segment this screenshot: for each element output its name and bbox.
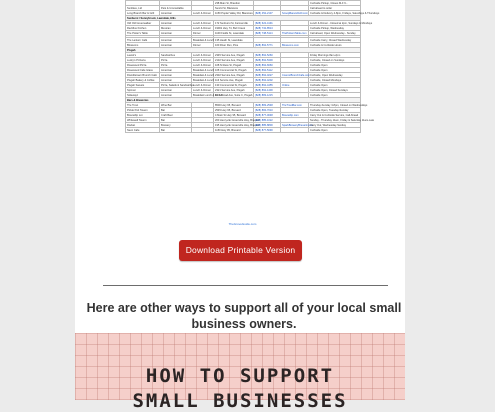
table-cell: American xyxy=(160,78,192,83)
table-cell: Pisgah Bakery & Coffee xyxy=(126,78,160,83)
table-cell: Sandwiches xyxy=(160,53,192,58)
table-cell: 108 N Race St, Pisgah xyxy=(214,63,254,68)
table-cell[interactable]: (828) 738-5114 xyxy=(254,31,281,36)
table-cell: Dinner xyxy=(192,43,214,48)
table-cell: Pizza xyxy=(160,58,192,63)
table-cell: Lunch & Dinner xyxy=(192,88,214,93)
table-cell: Curbside, Closed on Sundays xyxy=(309,58,361,63)
table-cell[interactable]: (828) 452-2137 xyxy=(254,11,281,16)
table-cell: Wine Bar xyxy=(160,103,192,108)
table-cell: American xyxy=(160,43,192,48)
table-cell: 2321 Service Ave, Pisgah xyxy=(214,88,254,93)
table-cell[interactable]: ScoopBarandGrill.com xyxy=(282,11,308,15)
table-cell: Bar xyxy=(160,118,192,123)
table-cell[interactable]: (828) 884-7010 xyxy=(254,108,281,113)
directory-table xyxy=(125,0,380,133)
table-cell: Breakfast & Lunch xyxy=(193,78,215,82)
table-cell: Thursday-Sunday 3-8pm, Closed on Wednesdays xyxy=(310,103,368,107)
table-cell: Brewery xyxy=(160,123,192,128)
table-cell: Spinner xyxy=(126,88,160,93)
table-cell: 195 Henryvile Greenville Hwy, Brevard xyxy=(215,123,260,127)
table-cell: Friday Mornings 8am-2pm xyxy=(309,53,361,58)
table-cell: Whitewell Tavern xyxy=(126,118,160,123)
table-cell[interactable]: (828) 862-4455 xyxy=(254,83,281,88)
table-cell: 238 Main St, Brandon xyxy=(214,1,254,6)
table-cell[interactable]: (828) 862-4202 xyxy=(254,78,281,83)
table-cell: 8500 Hwy 95, Brevard xyxy=(214,103,254,108)
section-heading: Sunburst / Sunnybrook, Lawndale, Ellis xyxy=(126,16,361,21)
table-cell[interactable]: CosmicBrunchCafe.com xyxy=(282,73,310,77)
table-cell: American xyxy=(160,93,192,98)
table-cell: Rocket xyxy=(126,123,160,128)
table-cell: American xyxy=(160,68,192,73)
table-cell: Old Old Greenwalker xyxy=(126,21,160,26)
table-cell: Mexican xyxy=(160,26,192,31)
section-heading: Bars & Breweries xyxy=(126,98,361,103)
section-heading: Pisgah xyxy=(126,48,361,53)
table-cell[interactable]: (828) 862-1400 xyxy=(254,88,281,93)
table-cell: Curbside Open xyxy=(309,68,361,73)
table-cell: 160 River Run, Pine xyxy=(214,43,254,48)
table-cell[interactable]: (828) 732-8513 xyxy=(254,26,281,31)
table-cell: Lunch & Dinner - Closed at 2pm, Sundays & Mondays xyxy=(310,21,373,25)
table-cell: Craft Beer xyxy=(160,113,192,118)
table-cell: Dinner xyxy=(192,31,214,36)
table-cell: Curbside Open xyxy=(309,128,361,133)
table-cell: Brevardip Lot xyxy=(126,113,160,118)
table-cell: Sunrid St, Blanstore xyxy=(214,6,254,11)
table-cell: Sunday - Thursday 11am, Friday & Saturday 11am-Late xyxy=(310,118,375,122)
table-cell: 116 Service Ave, Pisgah xyxy=(214,78,254,83)
table-cell: Bar xyxy=(160,108,192,113)
table-cell[interactable]: (828) 862-5300 xyxy=(254,58,281,63)
table-cell[interactable]: (828) 883-1215 xyxy=(254,93,281,98)
table-row xyxy=(126,128,361,133)
table-cell: 200 Henryvile Greenville Hwy, Brevard xyxy=(215,118,260,122)
table-cell xyxy=(281,128,309,133)
table-cell: Carry Out, Wednesday-Sunday xyxy=(309,123,361,128)
table-cell[interactable]: Blossoms.com xyxy=(281,43,309,48)
table-cell: Curbside Carry, Closed Wednesday xyxy=(309,38,361,43)
section-divider xyxy=(103,285,388,286)
table-cell: Curbside & Delivery 4-8pm, Fridays, Saturdays & Thursdays xyxy=(310,11,380,15)
download-printable-version-button[interactable]: Download Printable Version xyxy=(179,240,302,261)
table-footer-link[interactable]: TheGroveGuide.com xyxy=(228,222,257,226)
table-cell: The Potter's Table xyxy=(126,31,160,36)
table-cell: Call ahead, Open Wednesday - Sunday xyxy=(309,31,361,36)
table-cell: Carry Out & Curbside Service, Call Ahead xyxy=(309,113,361,118)
table-cell: 1150 Hwy 95, Brevard xyxy=(214,128,254,133)
table-cell: Lunch & Dinner xyxy=(192,21,214,26)
table-cell: Curbside Open xyxy=(309,63,361,68)
table-cell: 4 Main St Hwy 95, Brevard xyxy=(214,113,254,118)
table-cell[interactable]: (828) 885-1022 xyxy=(254,118,281,123)
table-cell[interactable]: (828) 877-5090 xyxy=(254,128,281,133)
table-cell: 2545 Hwy 95, Brevard xyxy=(214,108,254,113)
table-cell[interactable]: Online xyxy=(281,83,309,88)
support-headline: Here are other ways to support all of your local small business owners. xyxy=(86,301,402,331)
table-cell[interactable]: (828) 862-0227 xyxy=(254,73,281,78)
table-cell: 2345 Service Ave, Pisgah xyxy=(214,53,254,58)
table-cell: American xyxy=(160,38,192,43)
table-cell: American xyxy=(160,88,192,93)
table-cell: The Lanturn Café xyxy=(126,38,160,43)
table-cell: Breakfast & Lunch xyxy=(193,38,215,42)
table-cell: Lunch & Dinner xyxy=(192,53,214,58)
table-cell: Sunlikes, Ltd xyxy=(126,6,160,11)
table-cell: American xyxy=(160,21,192,26)
table-cell: Pizza, Salads & Sandwiches xyxy=(161,83,194,87)
how-to-support-promo-image[interactable] xyxy=(75,333,405,412)
table-cell[interactable]: (828) 862-5260 xyxy=(254,53,281,58)
table-cell: Laurel's xyxy=(126,53,160,58)
table-cell[interactable]: (828) 622-4191 xyxy=(254,21,281,26)
table-cell: Curbside Open xyxy=(309,93,361,98)
table-cell: Neon Cafe xyxy=(126,128,160,133)
table-cell: Breakfast Lunch & Dinner xyxy=(193,93,223,97)
table-cell[interactable]: SparkBreweryBrevard.com xyxy=(282,123,313,127)
table-cell[interactable]: (828) 862-5112 xyxy=(254,68,281,73)
table-cell: Curbside Pickup, Closes M-F 9... xyxy=(309,1,361,6)
table-cell: Curbside, Closed Mondays xyxy=(309,78,361,83)
table-cell: 108 Commercial St, Pisgah xyxy=(214,68,254,73)
table-cell: Long Branch Bar & Grill xyxy=(126,11,160,16)
table-cell: 172 Sunburst St, Farmerville xyxy=(214,21,254,26)
table-cell: Lucky's Pizzeria xyxy=(126,58,160,63)
table-cell: Pets & Unsmellable xyxy=(160,6,192,11)
table-cell: American xyxy=(160,11,192,16)
table-cell: Sidewayz xyxy=(126,93,160,98)
table-cell: American xyxy=(160,31,192,36)
table-cell: Pizza xyxy=(160,63,192,68)
table-cell: Breakfast & Lunch xyxy=(193,68,215,72)
table-cell xyxy=(192,128,214,133)
table-cell[interactable]: (828) 877-0048 xyxy=(254,113,281,118)
table-cell: 1150 Poplar Valley Rd, Blanstore xyxy=(215,11,253,15)
table-cell[interactable]: (828) 885-8800 xyxy=(254,123,281,128)
table-cell: 135 Heath St, Lawndale xyxy=(214,38,254,43)
table-cell: Curbside & Curbside Hours xyxy=(309,43,361,48)
table-cell: Bar xyxy=(160,128,192,133)
table-cell: Rectifive Kitchen xyxy=(126,26,160,31)
table-cell: Dwindletown Brunch Café xyxy=(126,73,160,78)
table-cell: Curbside Pickup, Wednesday xyxy=(309,26,361,31)
table-cell: Lunch & Dinner xyxy=(192,63,214,68)
table-cell: 10 S Broad Ave, Suite C, Pisgah xyxy=(215,93,253,97)
table-cell[interactable]: (828) 862-5771 xyxy=(254,43,281,48)
table-cell[interactable]: (828) 883-2548 xyxy=(254,103,281,108)
table-cell: 1100 Fields St, Lawndale xyxy=(214,31,254,36)
table-cell: Lunch & Dinner xyxy=(192,83,214,88)
table-cell: American xyxy=(160,73,192,78)
table-cell: Blossoms xyxy=(126,43,160,48)
table-cell: The Trout xyxy=(126,103,160,108)
table-cell: Curbside Open xyxy=(309,83,361,88)
table-cell: 2132 Service Ave, Pisgah xyxy=(214,58,254,63)
table-cell: Breakfast & Lunch xyxy=(193,73,215,77)
table-cell[interactable]: (828) 862-6660 xyxy=(254,63,281,68)
restaurant-directory-table xyxy=(125,0,380,230)
table-cell: Curbside Open, Tuesday-Sunday xyxy=(309,108,361,113)
table-cell: Lunch & Dinner xyxy=(192,26,214,31)
table-cell: Lunch & Dinner xyxy=(192,58,214,63)
table-cell: Curbside Open, Closed Sundays xyxy=(309,88,361,93)
promo-title-line1: HOW TO SUPPORT xyxy=(145,365,335,387)
table-cell: 130 Commercial St, Pisgah xyxy=(214,83,254,88)
table-cell: Pickle Pub Tavern xyxy=(126,108,160,113)
table-cell: Lunch & Dinner xyxy=(192,11,214,16)
table-cell[interactable]: ThePottersTable.com xyxy=(282,31,307,35)
promo-title-line2: SMALL BUSINESSES xyxy=(132,390,348,412)
table-cell: Rosewood Cafe Glass xyxy=(126,68,160,73)
table-cell: Curbside, Open Wednesday xyxy=(309,73,361,78)
table-cell: 2332 Service Ave, Pisgah xyxy=(214,73,254,78)
table-cell: Call ahead to order xyxy=(309,6,361,11)
table-cell: 19001 Hwy 74, Bull Creek xyxy=(214,26,254,31)
table-cell[interactable]: Brevardip.com xyxy=(281,113,309,118)
table-cell: Pisgah Sweets xyxy=(126,83,160,88)
table-cell: Rosewood Pizza xyxy=(126,63,160,68)
table-cell[interactable]: TheTroutBar.com xyxy=(281,103,309,108)
